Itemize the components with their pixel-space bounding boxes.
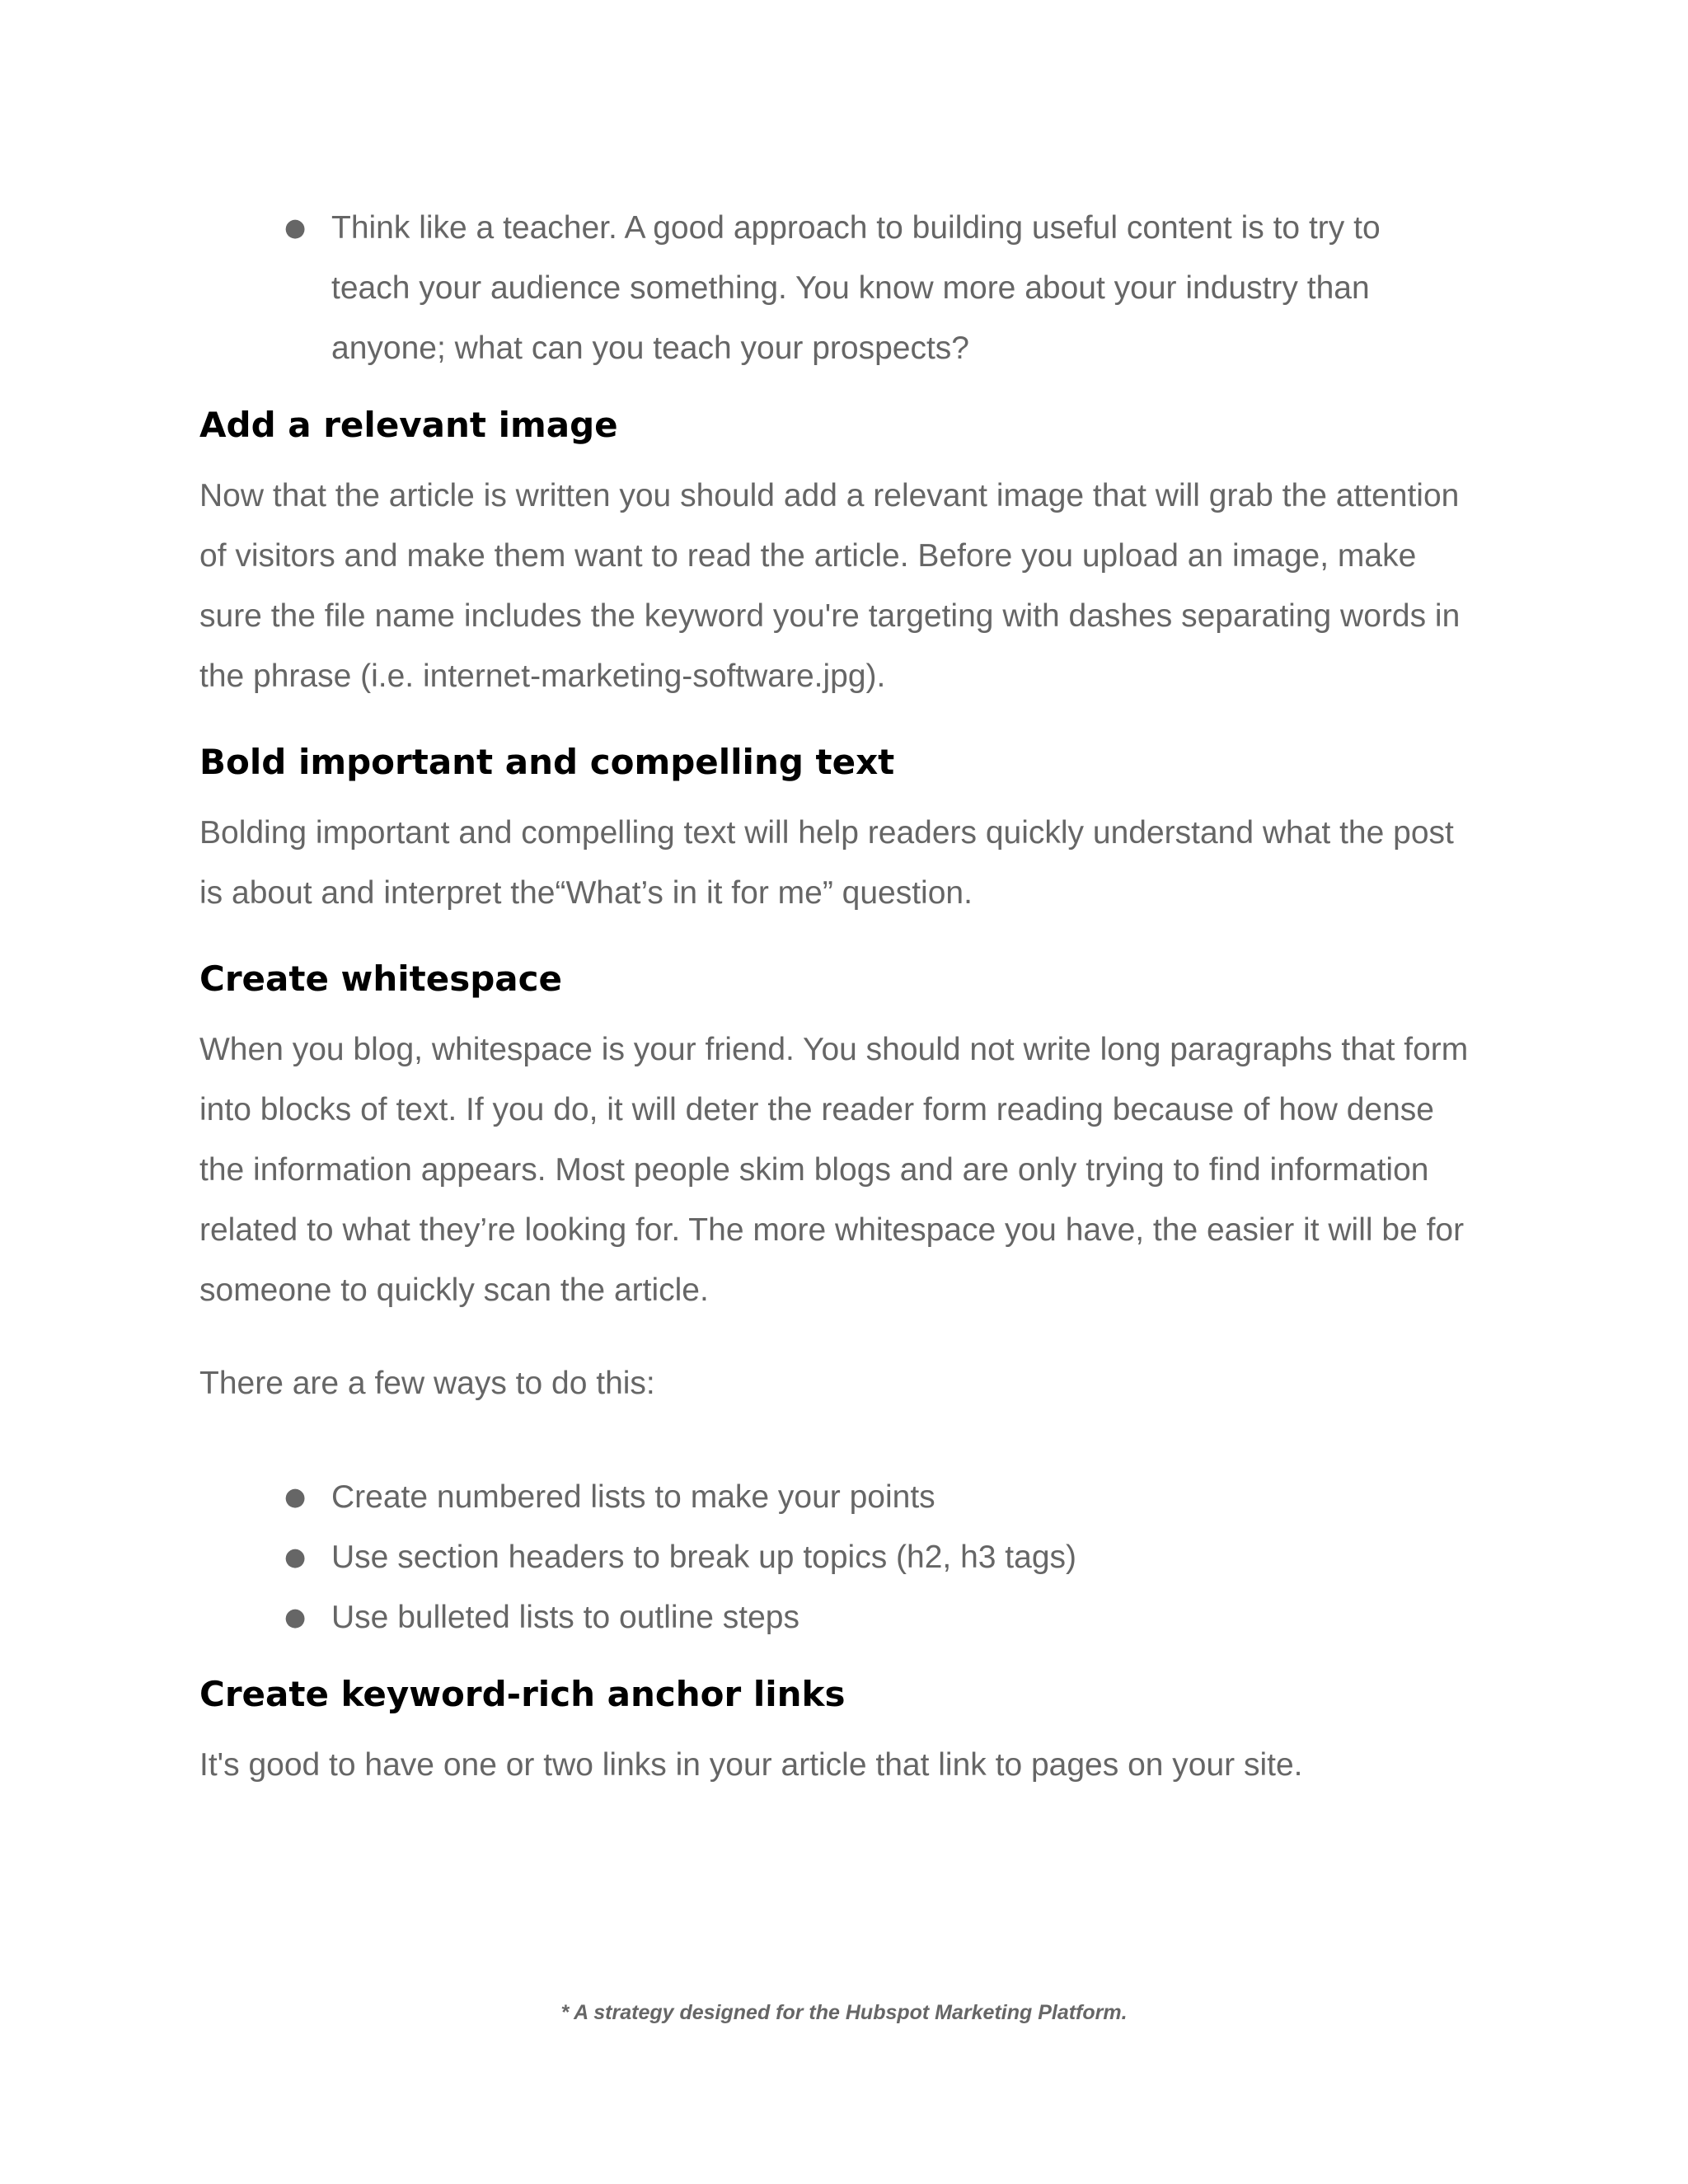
list-item [199, 198, 1419, 378]
section-heading-anchor-links: Create keyword-rich anchor links [199, 1674, 846, 1714]
bullet-icon: ● [284, 1543, 307, 1572]
list-item-text: Create numbered lists to make your points [331, 1479, 935, 1515]
section-paragraph-whitespace: When you blog, whitespace is your friend. You should not write long paragraphs that form into blocks of text. If you do, it will deter the reader form reading because of how dense the information appears. Most people skim blogs and are only trying to find information related to what they’re looking for. The more whitespace you have, the easier it will be for someone to quickly scan the article. [199, 1032, 1469, 1308]
bullet-icon: ● [284, 1483, 307, 1511]
document-content [199, 198, 1469, 1795]
list-item-text: Use section headers to break up topics (h2, h3 tags) [331, 1540, 1077, 1575]
section-heading-bold-text: Bold important and compelling text [199, 742, 895, 782]
list-item [199, 1587, 1469, 1647]
top-bullet-list [199, 198, 1419, 378]
section-paragraph-relevant-image: Now that the article is written you should add a relevant image that will grab the attention of visitors and make them want to read the article. Before you upload an image, make sure the file name includes the keyword you're targeting with dashes separating words in the phrase (i.e. internet-marketing-software.jpg). [199, 478, 1461, 694]
section-heading-relevant-image: Add a relevant image [199, 405, 618, 445]
bullet-icon: ● [284, 213, 307, 242]
whitespace-bullet-list [199, 1467, 1469, 1647]
bullet-icon: ● [284, 1603, 307, 1632]
section-paragraph-bold-text: Bolding important and compelling text will help readers quickly understand what the post is about and interpret the“What’s in it for me” question. [199, 815, 1454, 911]
footer-note: * A strategy designed for the Hubspot Marketing Platform. [560, 2001, 1128, 2024]
section-paragraph-anchor-links: It's good to have one or two links in your article that link to pages on your site. [199, 1747, 1303, 1783]
list-item [199, 1467, 1469, 1527]
list-item-text: Think like a teacher. A good approach to building useful content is to try to teach your audience something. You know more about your industry than anyone; what can you teach your prospects? [331, 210, 1381, 366]
list-item [199, 1527, 1469, 1587]
list-item-text: Use bulleted lists to outline steps [331, 1600, 799, 1635]
section-intro-whitespace: There are a few ways to do this: [199, 1366, 655, 1401]
section-heading-whitespace: Create whitespace [199, 958, 562, 999]
